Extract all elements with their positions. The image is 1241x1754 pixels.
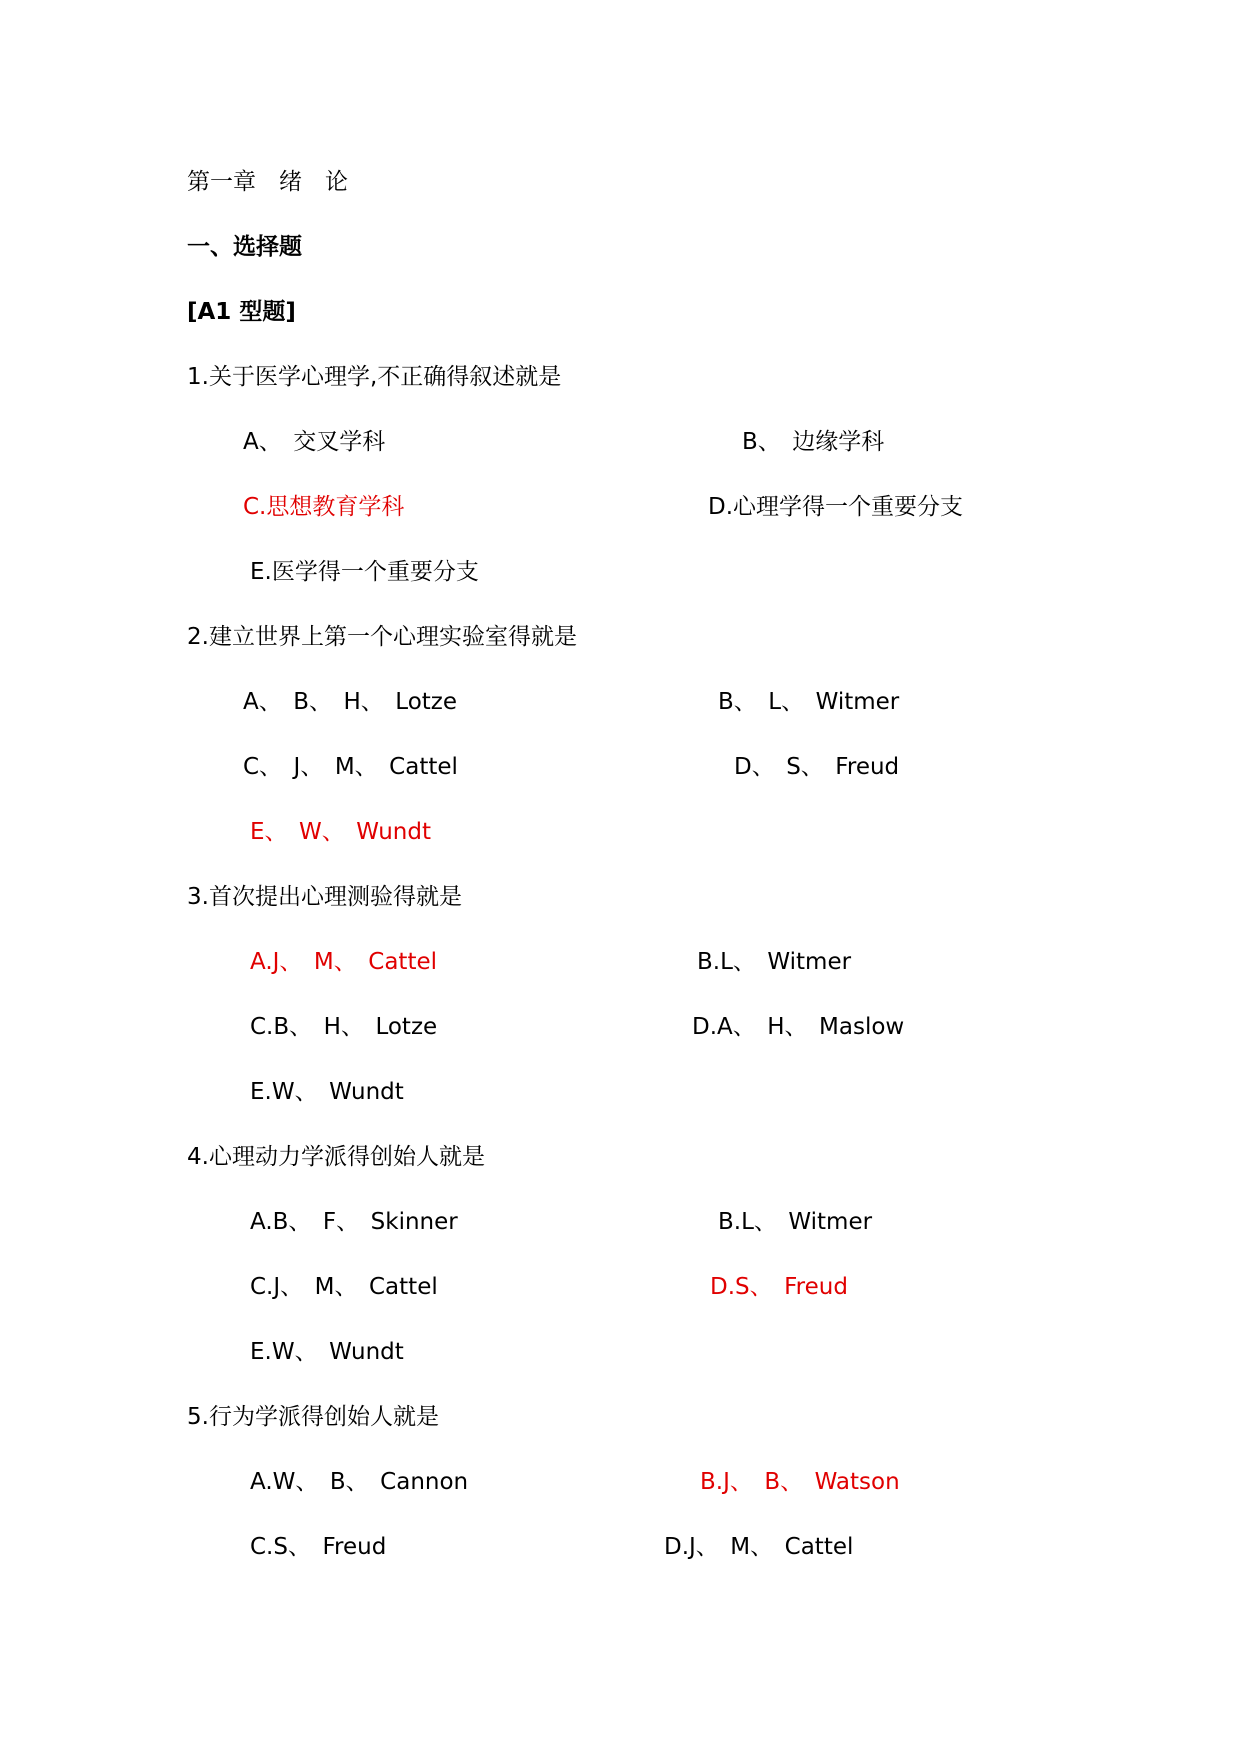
option-e-answer: E、 W、 Wundt xyxy=(250,819,431,845)
option-d-answer: D.S、 Freud xyxy=(710,1274,848,1300)
option-c: C.B、 H、 Lotze xyxy=(250,1014,438,1040)
option-a-answer: A.J、 M、 Cattel xyxy=(250,949,437,975)
section-title: 一、选择题 xyxy=(187,234,302,260)
option-a: A、 交叉学科 xyxy=(243,429,386,455)
option-a: A、 B、 H、 Lotze xyxy=(243,689,458,715)
option-b: B、 L、 Witmer xyxy=(718,689,900,715)
option-e: E.W、 Wundt xyxy=(250,1339,404,1365)
option-c-answer: C.思想教育学科 xyxy=(243,494,405,520)
question-stem: 5.行为学派得创始人就是 xyxy=(187,1404,439,1430)
option-d: D.心理学得一个重要分支 xyxy=(708,494,964,520)
chapter-title: 第一章 绪 论 xyxy=(187,169,348,195)
question-stem: 4.心理动力学派得创始人就是 xyxy=(187,1144,485,1170)
option-a: A.W、 B、 Cannon xyxy=(250,1469,469,1495)
option-b-answer: B.J、 B、 Watson xyxy=(700,1469,900,1495)
option-d: D.A、 H、 Maslow xyxy=(692,1014,905,1040)
option-e: E.医学得一个重要分支 xyxy=(250,559,479,585)
question-stem: 1.关于医学心理学,不正确得叙述就是 xyxy=(187,364,562,390)
option-c: C、 J、 M、 Cattel xyxy=(243,754,458,780)
option-b: B.L、 Witmer xyxy=(718,1209,873,1235)
option-d: D、 S、 Freud xyxy=(734,754,900,780)
option-c: C.S、 Freud xyxy=(250,1534,387,1560)
option-e: E.W、 Wundt xyxy=(250,1079,404,1105)
question-stem: 3.首次提出心理测验得就是 xyxy=(187,884,462,910)
question-type-label: [A1 型题] xyxy=(187,299,296,325)
option-b: B.L、 Witmer xyxy=(697,949,852,975)
question-stem: 2.建立世界上第一个心理实验室得就是 xyxy=(187,624,577,650)
option-a: A.B、 F、 Skinner xyxy=(250,1209,458,1235)
option-c: C.J、 M、 Cattel xyxy=(250,1274,438,1300)
option-d: D.J、 M、 Cattel xyxy=(664,1534,854,1560)
option-b: B、 边缘学科 xyxy=(742,429,885,455)
